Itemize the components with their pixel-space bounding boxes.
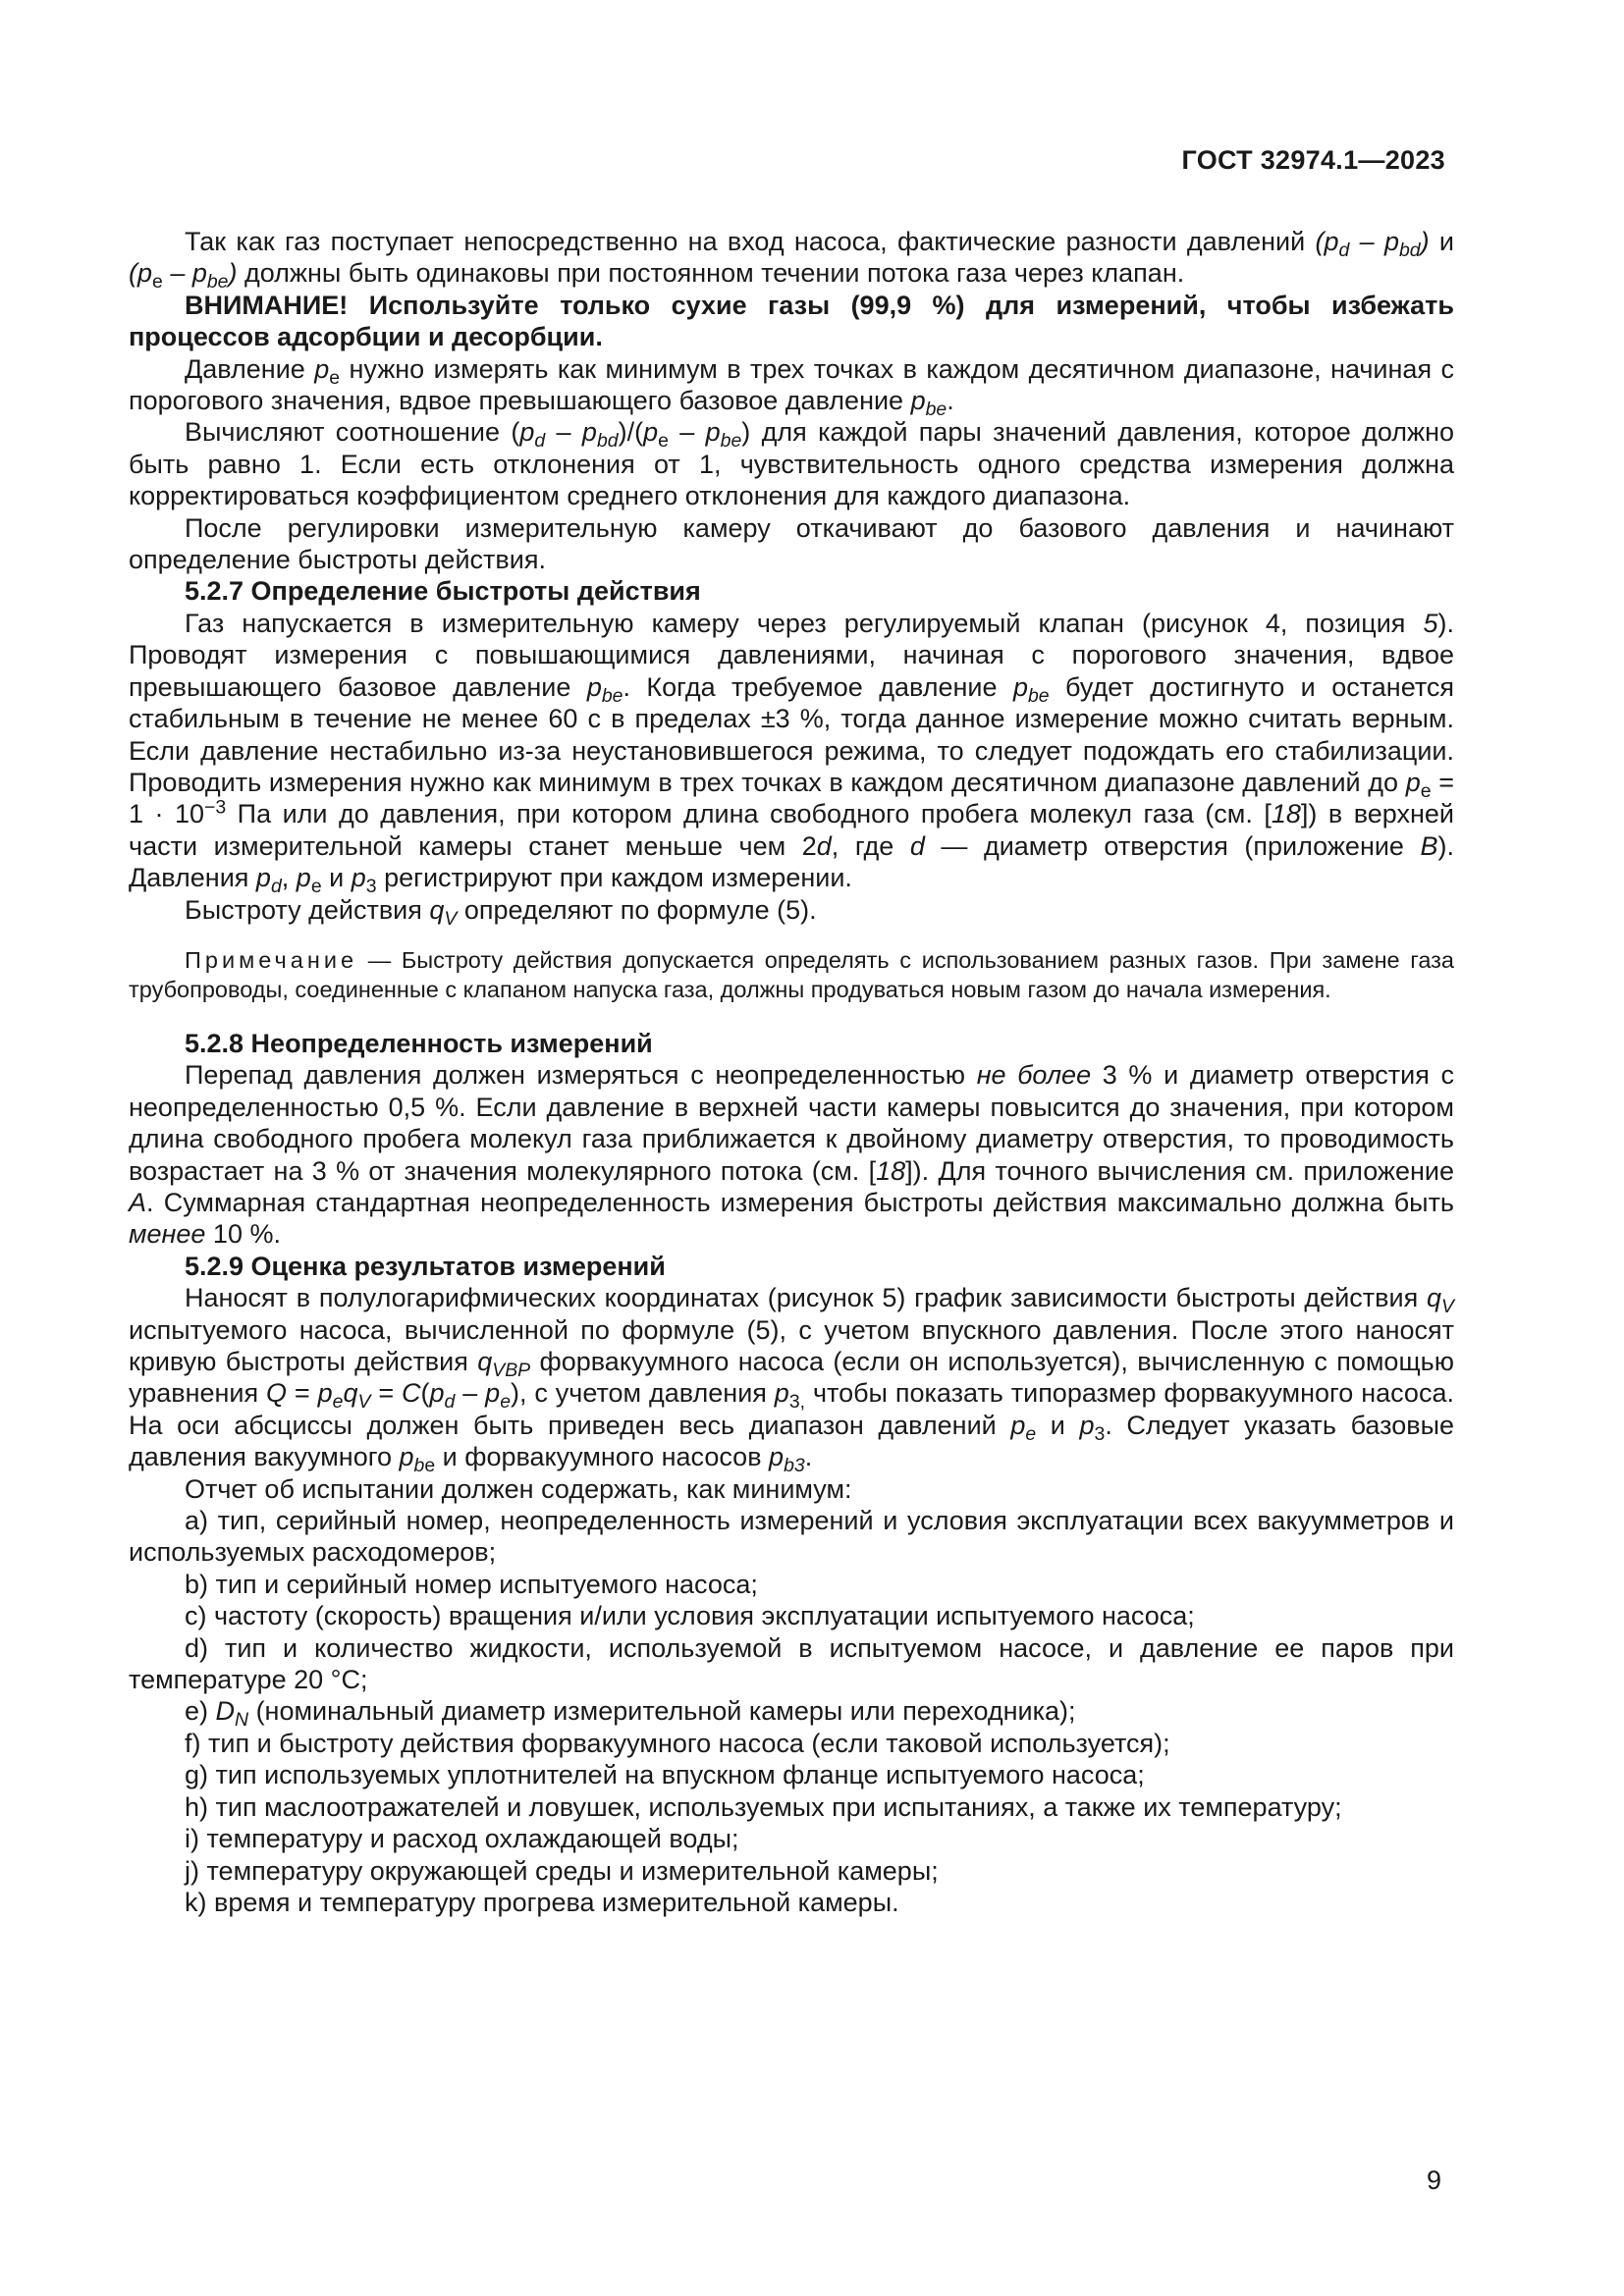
list-item: f) тип и быстроту действия форвакуумного насоса (если таковой используется); — [185, 1728, 1170, 1758]
section-heading-5-2-8: 5.2.8 Неопределенность измерений — [185, 1028, 653, 1058]
list-item: h) тип маслоотражателей и ловушек, используемых при испытаниях, а также их температуру; — [185, 1791, 1342, 1822]
list-item: c) частоту (скорость) вращения и/или условия эксплуатации испытуемого насоса; — [185, 1601, 1195, 1631]
list-item: j) температуру окружающей среды и измерительной камеры; — [185, 1855, 939, 1886]
paragraph: Наносят в полулогарифмических координатах (рисунок 5) график зависимости быстроты действия $q_V$ испытуемого насоса, вычисленной по формуле (5), с учетом впускного давления. После этого наносят кривую быстроты действия $q_{VBP}$ форвакуумного насоса (если он используется), вычисленную с помощью уравнения $Q = p_eq_V = C(p_d - p_e)$, с учетом давления $p_{3,}$ чтобы показать типоразмер форвакуумного насоса. На оси абсциссы должен быть приведен весь диапазон давлений $p_e$ и $p_3$. Следует указать базовые давления вакуумного $p_{be}$ и форвакуумного насосов $p_{b3}$. — [129, 1283, 1455, 1477]
document-header: ГОСТ 32974.1—2023 — [1181, 145, 1445, 175]
list-item: k) время и температуру прогрева измерительной камеры. — [185, 1887, 899, 1917]
list-item: d) тип и количество жидкости, используемой в испытуемом насосе, и давление ее паров при температуре 20 °С; — [129, 1632, 1454, 1695]
list-item: i) температуру и расход охлаждающей воды; — [185, 1824, 739, 1854]
section-heading-5-2-9: 5.2.9 Оценка результатов измерений — [185, 1251, 666, 1281]
list-item: a) тип, серийный номер, неопределенность измерений и условия эксплуатации всех вакуумметров и используемых расходомеров; — [129, 1506, 1454, 1568]
paragraph: После регулировки измерительную камеру откачивают до базового давления и начинают определение быстроты действия. — [129, 512, 1454, 575]
paragraph: Отчет об испытании должен содержать, как минимум: — [185, 1473, 852, 1504]
note-paragraph: Примечание — Быстроту действия допускается определять с использованием разных газов. При замене газа трубопроводы, соединенные с клапаном напуска газа, должны продуваться новым газом до начала измерения. — [129, 946, 1454, 1002]
paragraph: Так как газ поступает непосредственно на вход насоса, фактические разности давлений $(p_d - p_{bd})$ и $(p_e - p_{be})$ должны быть одинаковы при постоянном течении потока газа через клапан. — [129, 227, 1454, 294]
page-number: 9 — [1426, 2165, 1441, 2195]
note-label: Примечание — [185, 946, 358, 973]
document-body — [129, 226, 1454, 1918]
paragraph: Давление $p_e$ нужно измерять как минимум в трех точках в каждом десятичном диапазоне, начиная с порогового значения, вдвое превышающего базовое давление $p_{be}$. — [129, 353, 1454, 420]
list-item: e) $D_N$ (номинальный диаметр измерительной камеры или переходника); — [185, 1696, 1076, 1732]
paragraph: Быстроту действия $q_V$ определяют по формуле (5). — [185, 894, 817, 930]
warning-paragraph: ВНИМАНИЕ! Используйте только сухие газы (99,9 %) для измерений, чтобы избежать процессов адсорбции и десорбции. — [129, 290, 1454, 352]
list-item: b) тип и серийный номер испытуемого насоса; — [185, 1569, 758, 1599]
paragraph: Перепад давления должен измеряться с неопределенностью не более 3 % и диаметр отверстия с неопределенностью 0,5 %. Если давление в верхней части камеры повысится до значения, при котором длина свободного пробега молекул газа приближается к двойному диаметру отверстия, то проводимость возрастает на 3 % от значения молекулярного потока (см. [18]). Для точного вычисления см. приложение A. Суммарная стандартная неопределенность измерения быстроты действия максимально должна быть менее 10 %. — [129, 1060, 1454, 1250]
paragraph: Вычисляют соотношение $(p_d - p_{bd})/(p_e - p_{be})$ для каждой пары значений давления, которое должно быть равно 1. Если есть отклонения от 1, чувствительность одного средства измерения должна корректироваться коэффициентом среднего отклонения для каждого диапазона. — [129, 417, 1455, 511]
paragraph: Газ напускается в измерительную камеру через регулируемый клапан (рисунок 4, позиция 5). Проводят измерения с повышающимися давлениями, начиная с порогового значения, вдвое превышающего базовое давление $p_{be}$. Когда требуемое давление $p_{be}$ будет достигнуто и останется стабильным в течение не менее 60 с в пределах ±3 %, тогда данное измерение можно считать верным. Если давление нестабильно из-за неустановившегося режима, то следует подождать его стабилизации. Проводить измерения нужно как минимум в трех точках в каждом десятичном диапазоне давлений до $p_e = 1 \cdot 10^{-3}$ Па или до давления, при котором длина свободного пробега молекул газа (см. [18]) в верхней части измерительной камеры станет меньше чем 2d, где d — диаметр отверстия (приложение B). Давления $p_d$, $p_e$ и $p_3$ регистрируют при каждом измерении. — [129, 608, 1455, 897]
section-heading-5-2-7: 5.2.7 Определение быстроты действия — [185, 576, 701, 607]
list-item: g) тип используемых уплотнителей на впускном фланце испытуемого насоса; — [185, 1760, 1145, 1790]
